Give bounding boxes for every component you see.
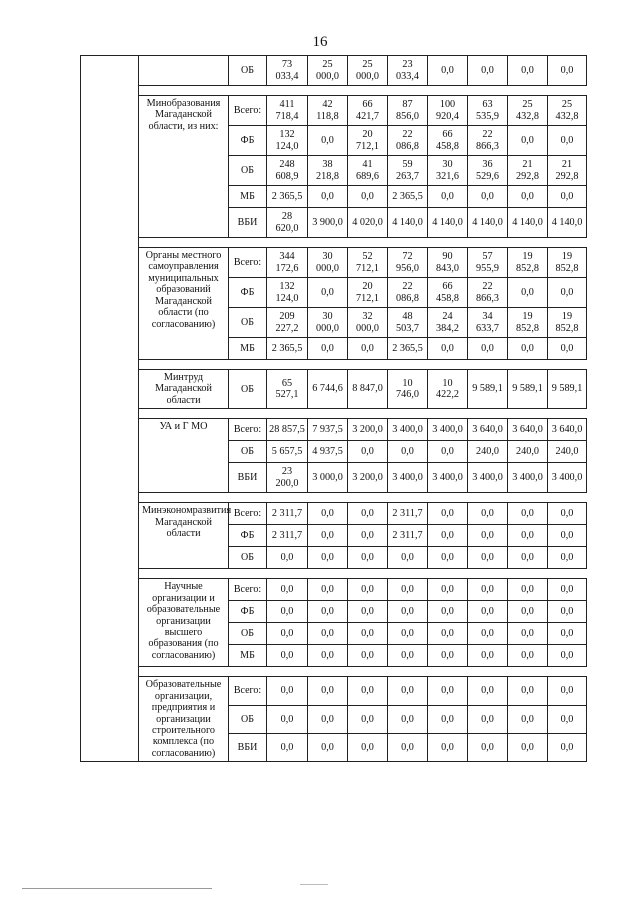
amount-cell: 24 384,2 <box>428 308 468 338</box>
amount-cell: 0,0 <box>548 186 587 208</box>
funding-source: ВБИ <box>229 463 267 493</box>
footer-mark <box>300 884 328 885</box>
amount-cell: 0,0 <box>468 579 508 601</box>
amount-cell: 3 640,0 <box>468 419 508 441</box>
amount-cell: 0,0 <box>548 705 587 733</box>
funding-source: ВБИ <box>229 733 267 761</box>
amount-cell: 0,0 <box>428 525 468 547</box>
amount-cell: 0,0 <box>308 186 348 208</box>
amount-cell: 28 857,5 <box>267 419 308 441</box>
amount-cell: 0,0 <box>267 733 308 761</box>
funding-source: Всего: <box>229 419 267 441</box>
amount-cell: 0,0 <box>428 186 468 208</box>
amount-cell: 3 400,0 <box>548 463 587 493</box>
amount-cell: 240,0 <box>508 441 548 463</box>
amount-cell: 0,0 <box>548 733 587 761</box>
table-row <box>81 677 587 705</box>
amount-cell: 2 311,7 <box>267 525 308 547</box>
amount-cell: 0,0 <box>508 186 548 208</box>
funding-source: ОБ <box>229 623 267 645</box>
amount-cell: 411 718,4 <box>267 96 308 126</box>
amount-cell: 0,0 <box>308 601 348 623</box>
amount-cell: 0,0 <box>348 601 388 623</box>
amount-cell: 3 400,0 <box>468 463 508 493</box>
amount-cell: 66 421,7 <box>348 96 388 126</box>
amount-cell: 100 920,4 <box>428 96 468 126</box>
amount-cell: 0,0 <box>548 645 587 667</box>
group-spacer <box>81 569 587 579</box>
amount-cell: 3 200,0 <box>348 463 388 493</box>
outer-left-column <box>81 56 139 762</box>
funding-source: Всего: <box>229 579 267 601</box>
amount-cell: 63 535,9 <box>468 96 508 126</box>
amount-cell: 0,0 <box>428 441 468 463</box>
group-spacer <box>81 86 587 96</box>
amount-cell: 4 140,0 <box>388 208 428 238</box>
amount-cell: 0,0 <box>468 645 508 667</box>
amount-cell: 0,0 <box>388 705 428 733</box>
amount-cell: 3 400,0 <box>388 463 428 493</box>
amount-cell: 2 311,7 <box>388 503 428 525</box>
amount-cell: 0,0 <box>548 278 587 308</box>
amount-cell: 3 640,0 <box>508 419 548 441</box>
amount-cell: 10 422,2 <box>428 370 468 409</box>
amount-cell: 22 866,3 <box>468 126 508 156</box>
funding-source: МБ <box>229 338 267 360</box>
amount-cell: 0,0 <box>348 579 388 601</box>
footer-rule <box>22 888 212 889</box>
amount-cell: 0,0 <box>308 503 348 525</box>
organization-name: Минэкономразвития Магаданской области <box>139 503 229 569</box>
amount-cell: 72 956,0 <box>388 248 428 278</box>
amount-cell: 0,0 <box>428 547 468 569</box>
amount-cell: 0,0 <box>308 547 348 569</box>
amount-cell: 0,0 <box>508 56 548 86</box>
amount-cell: 65 527,1 <box>267 370 308 409</box>
organization-name: Органы местного самоуправления муниципальных образований Магаданской области (по согласованию) <box>139 248 229 360</box>
amount-cell: 21 292,8 <box>508 156 548 186</box>
funding-source: Всего: <box>229 503 267 525</box>
amount-cell: 0,0 <box>428 733 468 761</box>
amount-cell: 19 852,8 <box>508 248 548 278</box>
amount-cell: 6 744,6 <box>308 370 348 409</box>
amount-cell: 0,0 <box>468 601 508 623</box>
amount-cell: 28 620,0 <box>267 208 308 238</box>
amount-cell: 0,0 <box>548 677 587 705</box>
amount-cell: 0,0 <box>548 503 587 525</box>
amount-cell: 0,0 <box>267 579 308 601</box>
group-spacer <box>81 409 587 419</box>
amount-cell: 0,0 <box>508 579 548 601</box>
amount-cell: 20 712,1 <box>348 278 388 308</box>
amount-cell: 3 000,0 <box>308 463 348 493</box>
amount-cell: 4 140,0 <box>508 208 548 238</box>
amount-cell: 0,0 <box>468 525 508 547</box>
amount-cell: 3 400,0 <box>428 419 468 441</box>
spacer-cell <box>139 86 587 96</box>
amount-cell: 9 589,1 <box>468 370 508 409</box>
amount-cell: 132 124,0 <box>267 126 308 156</box>
amount-cell: 344 172,6 <box>267 248 308 278</box>
amount-cell: 0,0 <box>348 623 388 645</box>
amount-cell: 3 400,0 <box>508 463 548 493</box>
amount-cell: 0,0 <box>388 733 428 761</box>
amount-cell: 4 140,0 <box>548 208 587 238</box>
amount-cell: 0,0 <box>548 547 587 569</box>
amount-cell: 240,0 <box>548 441 587 463</box>
amount-cell: 0,0 <box>388 547 428 569</box>
amount-cell: 30 321,6 <box>428 156 468 186</box>
amount-cell: 0,0 <box>267 623 308 645</box>
amount-cell: 25 000,0 <box>348 56 388 86</box>
amount-cell: 19 852,8 <box>548 308 587 338</box>
table-row <box>81 370 587 409</box>
amount-cell: 240,0 <box>468 441 508 463</box>
amount-cell: 0,0 <box>308 338 348 360</box>
organization-name: Научные организации и образовательные организации высшего образования (по согласованию) <box>139 579 229 667</box>
amount-cell: 0,0 <box>388 677 428 705</box>
amount-cell: 87 856,0 <box>388 96 428 126</box>
table-row <box>81 419 587 441</box>
amount-cell: 0,0 <box>348 645 388 667</box>
amount-cell: 0,0 <box>348 441 388 463</box>
amount-cell: 0,0 <box>348 677 388 705</box>
funding-source: ФБ <box>229 126 267 156</box>
amount-cell: 0,0 <box>267 677 308 705</box>
amount-cell: 66 458,8 <box>428 126 468 156</box>
amount-cell: 0,0 <box>508 525 548 547</box>
amount-cell: 0,0 <box>468 338 508 360</box>
amount-cell: 19 852,8 <box>508 308 548 338</box>
table-row <box>81 503 587 525</box>
amount-cell: 0,0 <box>468 186 508 208</box>
amount-cell: 0,0 <box>508 705 548 733</box>
amount-cell: 59 263,7 <box>388 156 428 186</box>
amount-cell: 0,0 <box>388 601 428 623</box>
amount-cell: 0,0 <box>508 278 548 308</box>
funding-source: Всего: <box>229 677 267 705</box>
amount-cell: 0,0 <box>508 547 548 569</box>
amount-cell: 0,0 <box>468 733 508 761</box>
funding-source: МБ <box>229 645 267 667</box>
amount-cell: 4 140,0 <box>428 208 468 238</box>
table-row <box>81 248 587 278</box>
amount-cell: 0,0 <box>548 525 587 547</box>
amount-cell: 0,0 <box>348 186 388 208</box>
amount-cell: 7 937,5 <box>308 419 348 441</box>
amount-cell: 0,0 <box>308 677 348 705</box>
amount-cell: 0,0 <box>508 503 548 525</box>
organization-name: УА и Г МО <box>139 419 229 493</box>
amount-cell: 20 712,1 <box>348 126 388 156</box>
table-row <box>81 579 587 601</box>
amount-cell: 0,0 <box>508 601 548 623</box>
funding-source: ФБ <box>229 601 267 623</box>
amount-cell: 0,0 <box>508 677 548 705</box>
amount-cell: 248 608,9 <box>267 156 308 186</box>
amount-cell: 0,0 <box>508 733 548 761</box>
funding-source: ОБ <box>229 308 267 338</box>
amount-cell: 41 689,6 <box>348 156 388 186</box>
amount-cell: 0,0 <box>348 733 388 761</box>
amount-cell: 0,0 <box>388 623 428 645</box>
amount-cell: 38 218,8 <box>308 156 348 186</box>
organization-name: Образовательные организации, предприятия и организации строительного комплекса (по согласованию) <box>139 677 229 762</box>
funding-source: ОБ <box>229 705 267 733</box>
amount-cell: 0,0 <box>548 338 587 360</box>
amount-cell: 2 365,5 <box>267 186 308 208</box>
funding-source: ОБ <box>229 370 267 409</box>
spacer-cell <box>139 238 587 248</box>
amount-cell: 0,0 <box>428 623 468 645</box>
spacer-cell <box>139 667 587 677</box>
amount-cell: 9 589,1 <box>508 370 548 409</box>
amount-cell: 2 365,5 <box>388 338 428 360</box>
amount-cell: 4 020,0 <box>348 208 388 238</box>
amount-cell: 0,0 <box>468 547 508 569</box>
amount-cell: 0,0 <box>308 278 348 308</box>
amount-cell: 0,0 <box>428 705 468 733</box>
amount-cell: 3 200,0 <box>348 419 388 441</box>
amount-cell: 0,0 <box>508 645 548 667</box>
amount-cell: 34 633,7 <box>468 308 508 338</box>
amount-cell: 0,0 <box>267 601 308 623</box>
amount-cell: 0,0 <box>548 56 587 86</box>
amount-cell: 0,0 <box>267 645 308 667</box>
amount-cell: 25 432,8 <box>548 96 587 126</box>
amount-cell: 0,0 <box>428 645 468 667</box>
spacer-cell <box>139 569 587 579</box>
table-row <box>81 96 587 126</box>
amount-cell: 2 365,5 <box>388 186 428 208</box>
amount-cell: 0,0 <box>348 525 388 547</box>
amount-cell: 0,0 <box>508 126 548 156</box>
page-number: 16 <box>312 34 328 50</box>
amount-cell: 52 712,1 <box>348 248 388 278</box>
funding-source: ОБ <box>229 156 267 186</box>
amount-cell: 21 292,8 <box>548 156 587 186</box>
amount-cell: 3 900,0 <box>308 208 348 238</box>
amount-cell: 3 400,0 <box>428 463 468 493</box>
funding-source: ОБ <box>229 56 267 86</box>
amount-cell: 3 640,0 <box>548 419 587 441</box>
amount-cell: 25 432,8 <box>508 96 548 126</box>
funding-source: ВБИ <box>229 208 267 238</box>
amount-cell: 5 657,5 <box>267 441 308 463</box>
amount-cell: 2 365,5 <box>267 338 308 360</box>
organization-name: Минобразования Магаданской области, из них: <box>139 96 229 238</box>
amount-cell: 0,0 <box>508 338 548 360</box>
amount-cell: 0,0 <box>308 126 348 156</box>
amount-cell: 25 000,0 <box>308 56 348 86</box>
budget-table <box>80 55 587 762</box>
amount-cell: 0,0 <box>468 503 508 525</box>
amount-cell: 0,0 <box>548 623 587 645</box>
organization-name <box>139 56 229 86</box>
amount-cell: 8 847,0 <box>348 370 388 409</box>
amount-cell: 0,0 <box>348 705 388 733</box>
amount-cell: 0,0 <box>308 525 348 547</box>
amount-cell: 132 124,0 <box>267 278 308 308</box>
funding-source: ФБ <box>229 525 267 547</box>
amount-cell: 23 200,0 <box>267 463 308 493</box>
funding-source: ОБ <box>229 547 267 569</box>
amount-cell: 22 866,3 <box>468 278 508 308</box>
amount-cell: 9 589,1 <box>548 370 587 409</box>
spacer-cell <box>139 360 587 370</box>
funding-source: Всего: <box>229 248 267 278</box>
amount-cell: 0,0 <box>388 579 428 601</box>
amount-cell: 0,0 <box>548 126 587 156</box>
group-spacer <box>81 238 587 248</box>
amount-cell: 0,0 <box>267 547 308 569</box>
funding-source: ФБ <box>229 278 267 308</box>
amount-cell: 10 746,0 <box>388 370 428 409</box>
amount-cell: 0,0 <box>428 503 468 525</box>
amount-cell: 30 000,0 <box>308 308 348 338</box>
amount-cell: 0,0 <box>388 645 428 667</box>
funding-source: Всего: <box>229 96 267 126</box>
amount-cell: 22 086,8 <box>388 278 428 308</box>
amount-cell: 2 311,7 <box>388 525 428 547</box>
amount-cell: 4 937,5 <box>308 441 348 463</box>
amount-cell: 32 000,0 <box>348 308 388 338</box>
amount-cell: 48 503,7 <box>388 308 428 338</box>
group-spacer <box>81 360 587 370</box>
amount-cell: 0,0 <box>468 705 508 733</box>
amount-cell: 0,0 <box>267 705 308 733</box>
amount-cell: 0,0 <box>468 677 508 705</box>
amount-cell: 0,0 <box>468 623 508 645</box>
amount-cell: 66 458,8 <box>428 278 468 308</box>
amount-cell: 0,0 <box>308 623 348 645</box>
amount-cell: 0,0 <box>428 56 468 86</box>
table-row <box>81 56 587 86</box>
table-body <box>81 56 587 762</box>
amount-cell: 19 852,8 <box>548 248 587 278</box>
amount-cell: 0,0 <box>308 705 348 733</box>
amount-cell: 23 033,4 <box>388 56 428 86</box>
amount-cell: 57 955,9 <box>468 248 508 278</box>
amount-cell: 0,0 <box>388 441 428 463</box>
group-spacer <box>81 667 587 677</box>
amount-cell: 4 140,0 <box>468 208 508 238</box>
amount-cell: 0,0 <box>428 338 468 360</box>
amount-cell: 0,0 <box>308 579 348 601</box>
amount-cell: 0,0 <box>348 338 388 360</box>
funding-source: ОБ <box>229 441 267 463</box>
amount-cell: 2 311,7 <box>267 503 308 525</box>
amount-cell: 3 400,0 <box>388 419 428 441</box>
amount-cell: 0,0 <box>308 733 348 761</box>
amount-cell: 73 033,4 <box>267 56 308 86</box>
group-spacer <box>81 493 587 503</box>
organization-name: Минтруд Магаданской области <box>139 370 229 409</box>
amount-cell: 0,0 <box>348 547 388 569</box>
amount-cell: 0,0 <box>548 601 587 623</box>
spacer-cell <box>139 409 587 419</box>
amount-cell: 42 118,8 <box>308 96 348 126</box>
amount-cell: 209 227,2 <box>267 308 308 338</box>
amount-cell: 30 000,0 <box>308 248 348 278</box>
amount-cell: 22 086,8 <box>388 126 428 156</box>
amount-cell: 0,0 <box>468 56 508 86</box>
amount-cell: 90 843,0 <box>428 248 468 278</box>
amount-cell: 0,0 <box>348 503 388 525</box>
amount-cell: 36 529,6 <box>468 156 508 186</box>
spacer-cell <box>139 493 587 503</box>
amount-cell: 0,0 <box>428 601 468 623</box>
amount-cell: 0,0 <box>308 645 348 667</box>
amount-cell: 0,0 <box>548 579 587 601</box>
funding-source: МБ <box>229 186 267 208</box>
amount-cell: 0,0 <box>428 677 468 705</box>
amount-cell: 0,0 <box>428 579 468 601</box>
amount-cell: 0,0 <box>508 623 548 645</box>
